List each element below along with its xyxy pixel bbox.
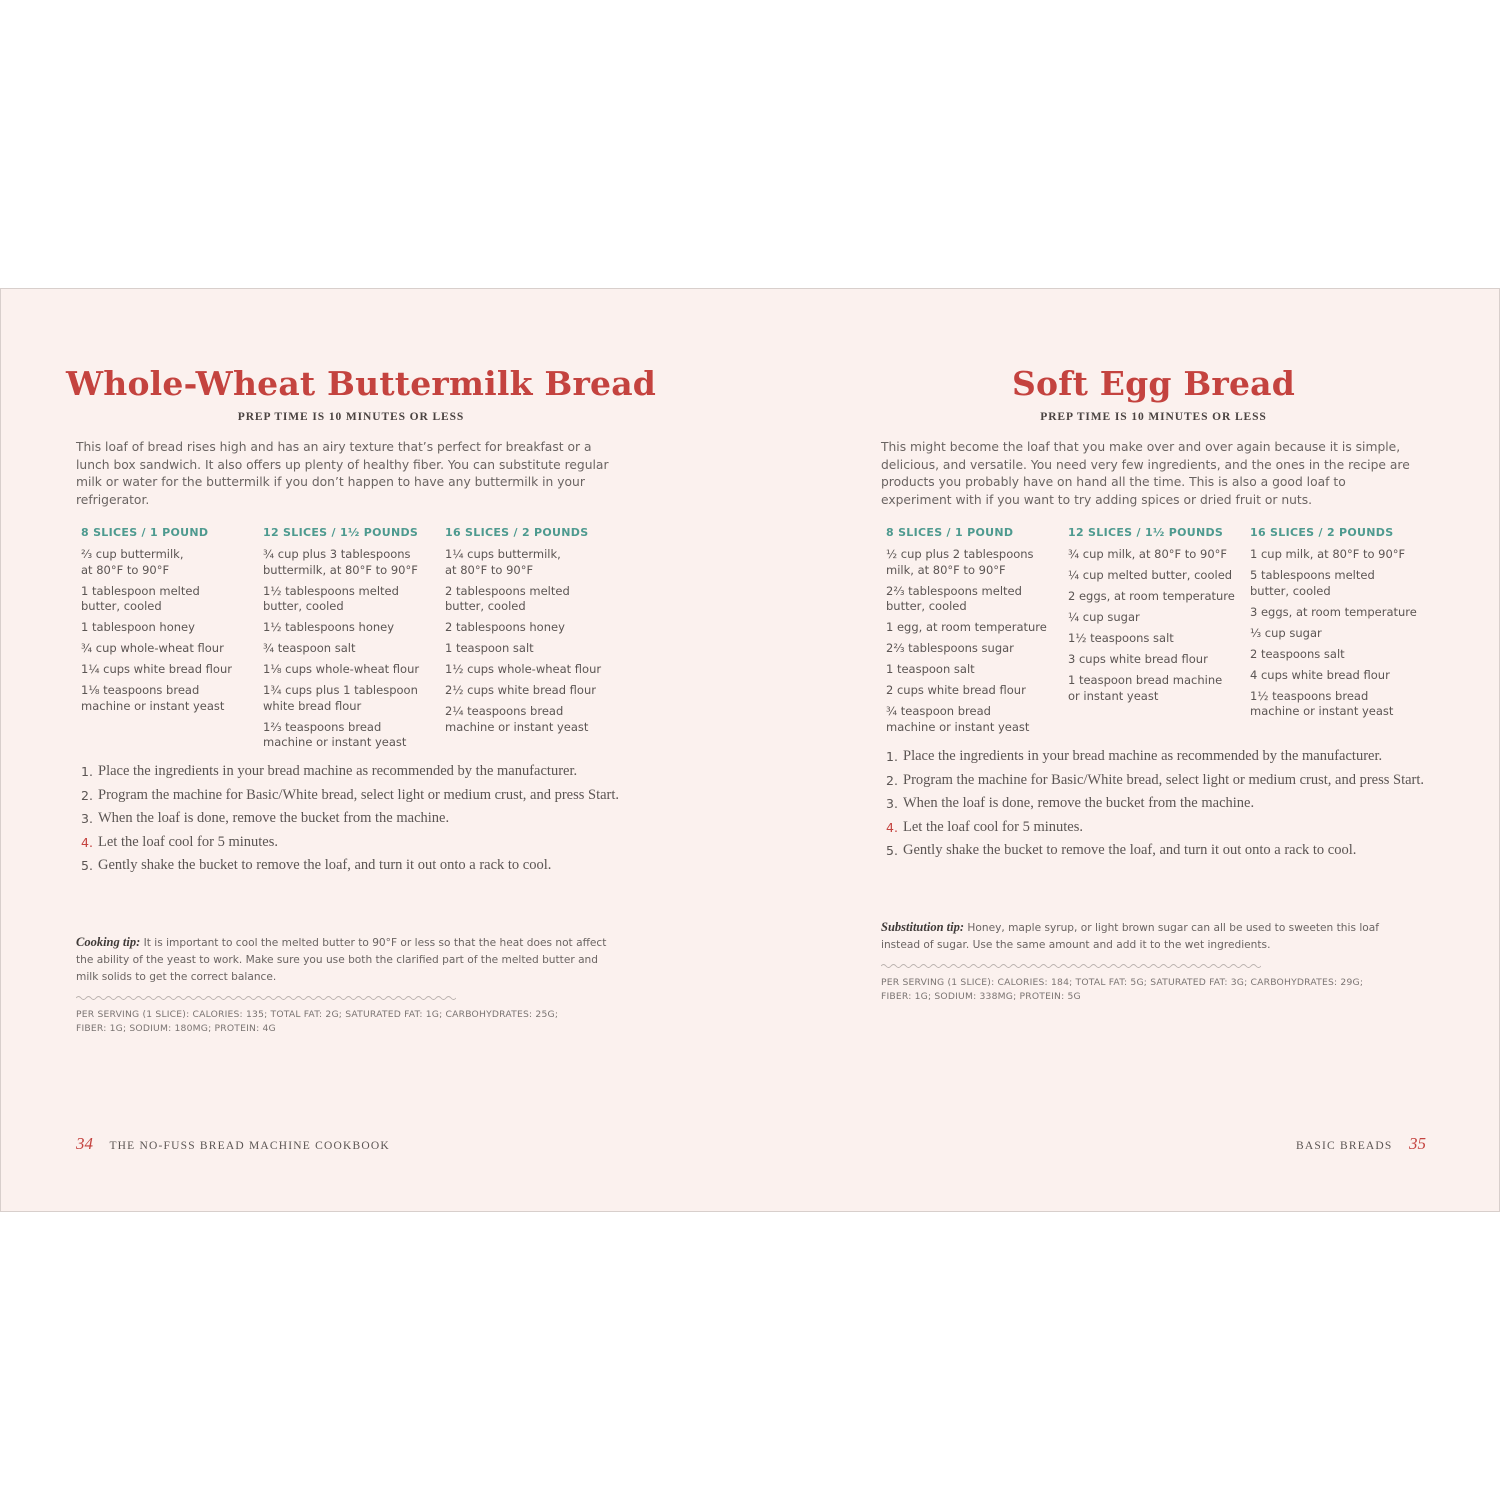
column-heading: 16 SLICES / 2 POUNDS — [1250, 526, 1394, 539]
step-number: 4. — [886, 819, 898, 835]
right-page-footer — [1296, 1134, 1426, 1154]
ingredient: 1¼ cups buttermilk, at 80°F to 90°F — [445, 547, 561, 577]
ingredient: ¼ cup melted butter, cooled — [1068, 568, 1233, 582]
step-number: 5. — [886, 843, 898, 858]
ingredient: 1¼ cups white bread flour — [81, 662, 232, 676]
book-spread — [0, 288, 1500, 1212]
ingredient: ⅓ cup sugar — [1250, 625, 1322, 640]
ingredient: 5 tablespoons melted butter, cooled — [1250, 568, 1375, 598]
step-number: 2. — [81, 787, 93, 803]
ingredient: 1½ teaspoons bread machine or instant yeast — [1250, 688, 1394, 718]
step-number: 4. — [81, 834, 93, 850]
prep-time: PREP TIME IS 10 MINUTES OR LESS — [237, 411, 465, 423]
instruction-step — [81, 762, 621, 782]
recipe-intro: This loaf of bread rises high and has an airy texture that’s perfect for breakfast or a lunch box sandwich. It also offers up plenty of healthy fiber. You can substitute regular milk or water for the buttermilk if you don’t happen to have any buttermilk in your refrigerator. — [76, 440, 609, 507]
ingredient: 1½ tablespoons melted butter, cooled — [263, 583, 399, 613]
nutrition-info: PER SERVING (1 SLICE): CALORIES: 135; TOTAL FAT: 2G; SATURATED FAT: 1G; CARBOHYDRATES: 25G; FIBER: 1G; SODIUM: 180MG; PROTEIN: 4G — [76, 1009, 559, 1034]
ingredient: 2 cups white bread flour — [886, 683, 1026, 697]
ingredient: ¾ cup plus 3 tablespoons buttermilk, at 80°F to 90°F — [263, 547, 418, 577]
ingredient: ¾ teaspoon bread machine or instant yeast — [886, 704, 1030, 734]
instruction-step — [886, 747, 1426, 767]
recipe-title: Whole-Wheat Buttermilk Bread — [66, 364, 657, 403]
ingredient: 1¾ cups plus 1 tablespoon white bread flour — [263, 683, 418, 713]
instruction-step — [81, 856, 621, 876]
step-number: 2. — [886, 772, 898, 788]
ingredient: 1 egg, at room temperature — [886, 620, 1047, 634]
ingredient: 1 teaspoon bread machine or instant yeast — [1068, 673, 1223, 703]
step-number: 3. — [81, 811, 93, 826]
ingredient: 1⅛ cups whole-wheat flour — [263, 662, 420, 676]
step-text: Gently shake the bucket to remove the loaf, and turn it out onto a rack to cool. — [98, 857, 552, 873]
instruction-step — [886, 794, 1426, 814]
ingredient: 1⅛ teaspoons bread machine or instant yeast — [81, 683, 225, 713]
ingredient: 1½ tablespoons honey — [263, 620, 395, 634]
ingredient: 2 tablespoons melted butter, cooled — [445, 583, 570, 613]
ingredient: 2⅔ tablespoons melted butter, cooled — [886, 583, 1022, 613]
ingredient: 4 cups white bread flour — [1250, 667, 1390, 682]
column-heading: 8 SLICES / 1 POUND — [886, 526, 1014, 539]
cooking-tip — [76, 934, 611, 986]
step-text: When the loaf is done, remove the bucket from the machine. — [98, 810, 450, 826]
tip-label: Substitution tip: — [881, 920, 965, 934]
ingredient: 2¼ teaspoons bread machine or instant yeast — [445, 704, 589, 734]
column-heading: 16 SLICES / 2 POUNDS — [445, 526, 589, 539]
ingredient-column — [81, 526, 256, 720]
left-page-footer — [76, 1134, 390, 1154]
ingredient-column — [886, 526, 1061, 741]
tip-label: Cooking tip: — [76, 935, 141, 949]
wavy-divider — [881, 962, 1261, 970]
left-page — [66, 289, 657, 1211]
tip-text: It is important to cool the melted butter to 90°F or less so that the heat does not affect the ability of the yeast to work. Make sure you use both the clarified part of the melted butter and milk solids to get the correct balance. — [76, 937, 607, 983]
instruction-step — [886, 771, 1426, 791]
page-number: 34 — [76, 1134, 93, 1153]
ingredient: 2⅔ tablespoons sugar — [886, 641, 1014, 655]
ingredient: 3 eggs, at room temperature — [1250, 604, 1417, 619]
instruction-step — [81, 809, 621, 829]
right-page — [881, 289, 1426, 1211]
ingredient-column — [1068, 526, 1243, 710]
instruction-steps — [886, 747, 1426, 865]
step-text: Let the loaf cool for 5 minutes. — [98, 833, 278, 850]
step-text: Let the loaf cool for 5 minutes. — [903, 818, 1083, 835]
ingredient: 1 tablespoon honey — [81, 620, 195, 634]
page-number: 35 — [1409, 1134, 1426, 1153]
ingredient: 3 cups white bread flour — [1068, 652, 1208, 666]
ingredient: 1½ cups whole-wheat flour — [445, 662, 602, 676]
instruction-step — [81, 786, 621, 806]
step-text: Place the ingredients in your bread machine as recommended by the manufacturer. — [903, 748, 1383, 764]
instruction-steps — [81, 762, 621, 880]
ingredient: 2 teaspoons salt — [1250, 646, 1345, 661]
ingredient: 1 teaspoon salt — [886, 662, 975, 676]
recipe-intro: This might become the loaf that you make over and over again because it is simple, delicious, and versatile. You need very few ingredients, and the ones in the recipe are products you probably have on hand all the time. This is also a good loaf to experiment with if you want to try adding spices or dried fruit or nuts. — [881, 440, 1410, 507]
ingredient: 1 cup milk, at 80°F to 90°F — [1250, 547, 1406, 561]
wavy-divider — [76, 994, 456, 1002]
ingredient: ¾ teaspoon salt — [263, 641, 356, 655]
instruction-step — [81, 833, 621, 853]
step-number: 1. — [81, 764, 93, 779]
step-text: When the loaf is done, remove the bucket from the machine. — [903, 795, 1255, 811]
ingredient: 1 teaspoon salt — [445, 641, 534, 655]
step-number: 5. — [81, 858, 93, 873]
ingredient: ½ cup plus 2 tablespoons milk, at 80°F to 90°F — [886, 547, 1034, 577]
prep-time: PREP TIME IS 10 MINUTES OR LESS — [1040, 411, 1267, 423]
ingredient-column — [445, 526, 620, 741]
substitution-tip — [881, 919, 1416, 954]
instruction-step — [886, 818, 1426, 838]
column-heading: 12 SLICES / 1½ POUNDS — [1068, 526, 1224, 539]
ingredient: ¾ cup whole-wheat flour — [81, 641, 224, 655]
step-text: Program the machine for Basic/White bread, select light or medium crust, and press Start. — [903, 771, 1425, 788]
chapter-title: BASIC BREADS — [1296, 1140, 1393, 1152]
ingredient: ¼ cup sugar — [1068, 610, 1140, 624]
step-number: 1. — [886, 749, 898, 764]
nutrition-info: PER SERVING (1 SLICE): CALORIES: 184; TOTAL FAT: 5G; SATURATED FAT: 3G; CARBOHYDRATES: 29G; FIBER: 1G; SODIUM: 338MG; PROTEIN: 5G — [881, 977, 1364, 1002]
recipe-title: Soft Egg Bread — [1011, 364, 1296, 403]
step-text: Place the ingredients in your bread machine as recommended by the manufacturer. — [98, 763, 578, 779]
column-heading: 8 SLICES / 1 POUND — [81, 526, 209, 539]
ingredient: 1 tablespoon melted butter, cooled — [81, 583, 200, 613]
step-text: Gently shake the bucket to remove the loaf, and turn it out onto a rack to cool. — [903, 842, 1357, 858]
book-title: THE NO-FUSS BREAD MACHINE COOKBOOK — [109, 1140, 390, 1152]
ingredient: 2 eggs, at room temperature — [1068, 589, 1235, 603]
instruction-step — [886, 841, 1426, 861]
ingredient: 2½ cups white bread flour — [445, 683, 596, 697]
step-text: Program the machine for Basic/White bread, select light or medium crust, and press Start. — [98, 786, 620, 803]
ingredient: ⅔ cup buttermilk, at 80°F to 90°F — [81, 547, 184, 577]
tip-text: Honey, maple syrup, or light brown sugar can all be used to sweeten this loaf instead of sugar. Use the same amount and add it to the wet ingredients. — [881, 922, 1379, 951]
ingredient: 2 tablespoons honey — [445, 620, 565, 634]
ingredient: ¾ cup milk, at 80°F to 90°F — [1068, 547, 1227, 561]
ingredient-column — [263, 526, 438, 756]
ingredient: 1⅔ teaspoons bread machine or instant yeast — [263, 719, 407, 749]
ingredient-column — [1250, 526, 1425, 725]
ingredient: 1½ teaspoons salt — [1068, 631, 1174, 645]
column-heading: 12 SLICES / 1½ POUNDS — [263, 526, 419, 539]
step-number: 3. — [886, 796, 898, 811]
